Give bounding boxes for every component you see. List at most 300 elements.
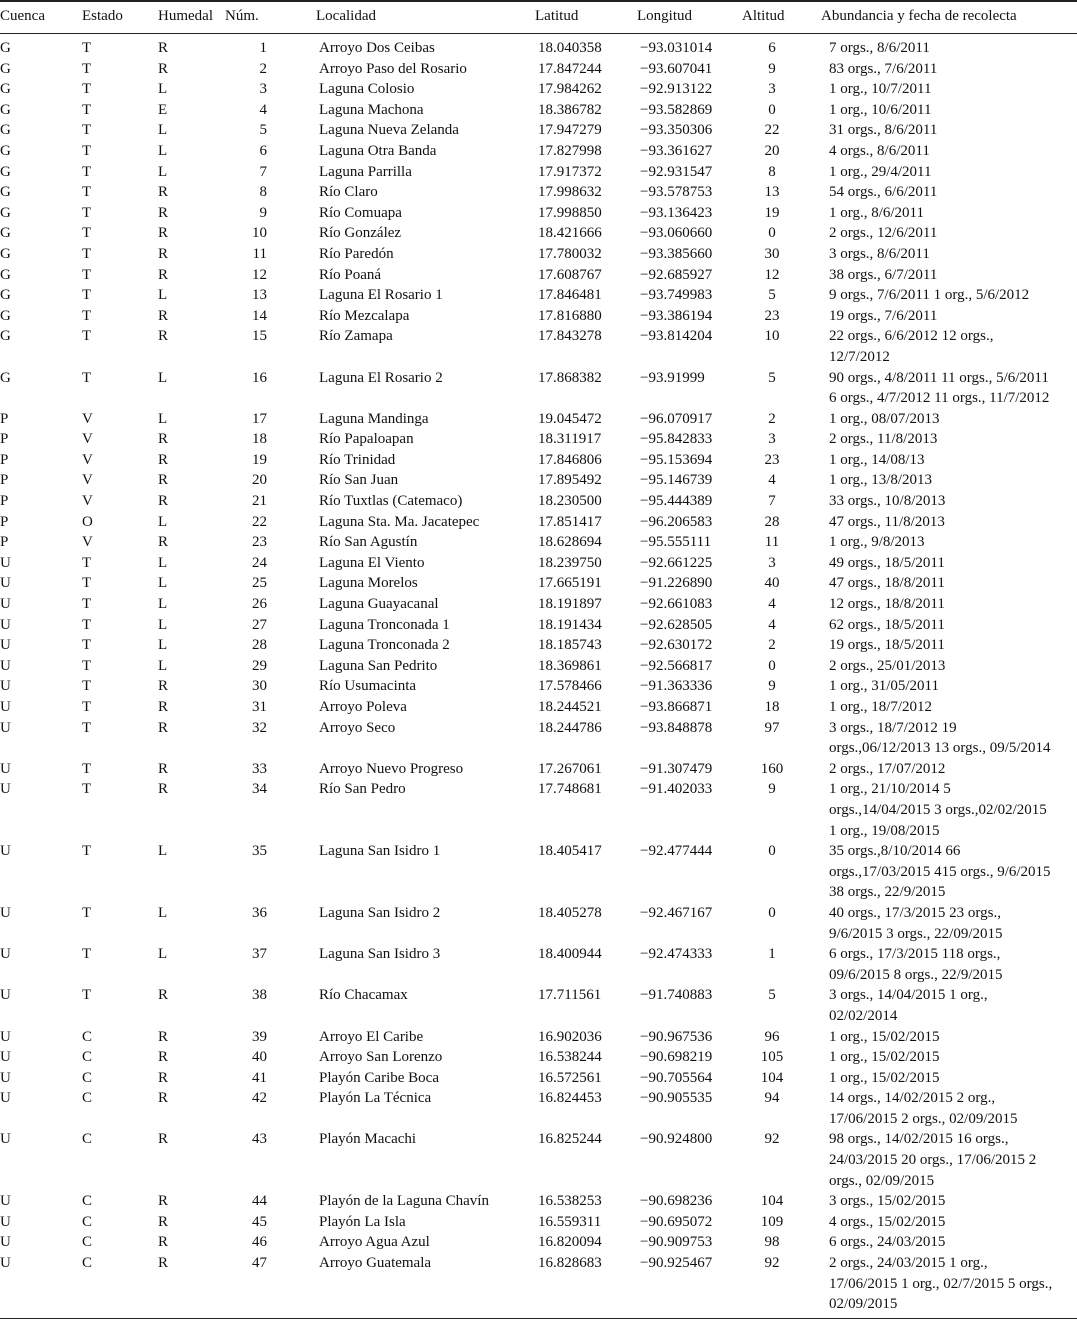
cell-abundancia: [829, 1088, 1076, 1129]
cell-altitud: 4: [768, 596, 776, 613]
cell-latitud: 18.405417: [538, 843, 602, 860]
cell-localidad: Laguna Mandinga: [319, 410, 429, 427]
cell-num: 29: [252, 657, 267, 674]
abundancia-line: 3 orgs., 14/04/2015 1 org.,: [829, 987, 988, 1004]
table-row: [0, 38, 1077, 59]
cell-abundancia: [829, 265, 1076, 286]
header-cuenca: Cuenca: [0, 7, 45, 24]
cell-num: 34: [252, 781, 267, 798]
cell-abundancia: [829, 38, 1076, 59]
abundancia-line: 54 orgs., 6/6/2011: [829, 184, 938, 201]
abundancia-line: 31 orgs., 8/6/2011: [829, 122, 938, 139]
cell-latitud: 17.267061: [538, 760, 602, 777]
cell-estado: T: [82, 575, 92, 592]
cell-longitud: −95.153694: [640, 451, 713, 468]
cell-num: 12: [252, 266, 267, 283]
abundancia-line: 1 org., 13/8/2013: [829, 472, 933, 489]
cell-estado: C: [82, 1193, 93, 1210]
cell-cuenca: U: [0, 1255, 11, 1272]
cell-abundancia: [829, 79, 1076, 100]
cell-latitud: 18.191434: [538, 616, 602, 633]
cell-num: 45: [252, 1213, 267, 1230]
cell-latitud: 17.846481: [538, 287, 602, 304]
table-row: [0, 1212, 1077, 1233]
cell-localidad: Río Comuapa: [319, 204, 402, 221]
cell-estado: T: [82, 781, 92, 798]
cell-cuenca: U: [0, 1069, 11, 1086]
cell-estado: T: [82, 657, 92, 674]
cell-altitud: 10: [764, 328, 780, 345]
cell-cuenca: U: [0, 596, 11, 613]
cell-altitud: 6: [768, 40, 776, 56]
cell-longitud: −90.967536: [640, 1028, 713, 1045]
cell-longitud: −93.136423: [640, 204, 713, 221]
cell-estado: V: [82, 472, 93, 489]
cell-abundancia: [829, 1027, 1076, 1048]
cell-altitud: 109: [760, 1213, 784, 1230]
cell-latitud: 17.711561: [538, 987, 602, 1004]
cell-humedal: R: [158, 451, 169, 468]
abundancia-line: 3 orgs., 15/02/2015: [829, 1193, 946, 1210]
cell-localidad: Laguna Guayacanal: [319, 596, 439, 613]
cell-humedal: R: [158, 307, 169, 324]
cell-longitud: −90.909753: [640, 1234, 713, 1251]
table-row: [0, 1232, 1077, 1253]
abundancia-line: orgs.,17/03/2015 415 orgs., 9/6/2015: [829, 863, 1051, 880]
abundancia-line: orgs.,06/12/2013 13 orgs., 09/5/2014: [829, 740, 1051, 757]
abundancia-line: 62 orgs., 18/5/2011: [829, 616, 945, 633]
cell-humedal: R: [158, 493, 169, 510]
cell-estado: T: [82, 904, 92, 921]
cell-localidad: Laguna San Pedrito: [319, 657, 438, 674]
cell-num: 19: [252, 451, 267, 468]
cell-latitud: 17.947279: [538, 122, 602, 139]
abundancia-line: 1 org., 15/02/2015: [829, 1049, 940, 1066]
cell-humedal: R: [158, 1193, 169, 1210]
abundancia-line: 3 orgs., 8/6/2011: [829, 245, 930, 262]
cell-altitud: 5: [768, 987, 776, 1004]
cell-latitud: 17.843278: [538, 328, 602, 345]
cell-cuenca: U: [0, 1234, 11, 1251]
cell-longitud: −92.474333: [640, 946, 713, 963]
cell-estado: V: [82, 431, 93, 448]
cell-altitud: 23: [764, 451, 780, 468]
cell-cuenca: G: [0, 307, 11, 324]
cell-estado: T: [82, 122, 92, 139]
abundancia-line: 9/6/2015 3 orgs., 22/09/2015: [829, 925, 1003, 942]
cell-localidad: Laguna El Rosario 1: [319, 287, 443, 304]
cell-estado: O: [82, 513, 93, 530]
cell-longitud: −92.467167: [640, 904, 713, 921]
cell-humedal: R: [158, 1028, 169, 1045]
table-row: [0, 450, 1077, 471]
cell-longitud: −90.698236: [640, 1193, 713, 1210]
cell-estado: C: [82, 1090, 93, 1107]
cell-estado: T: [82, 946, 92, 963]
cell-latitud: 18.311917: [538, 431, 602, 448]
abundancia-line: 47 orgs., 18/8/2011: [829, 575, 945, 592]
abundancia-line: 49 orgs., 18/5/2011: [829, 554, 945, 571]
cell-cuenca: G: [0, 225, 11, 242]
cell-humedal: L: [158, 637, 168, 654]
cell-num: 16: [252, 369, 267, 386]
abundancia-line: 02/09/2015: [829, 1296, 898, 1313]
cell-num: 20: [252, 472, 267, 489]
table-row: [0, 1191, 1077, 1212]
cell-num: 11: [252, 245, 267, 262]
abundancia-line: 19 orgs., 18/5/2011: [829, 637, 945, 654]
cell-longitud: −91.307479: [640, 760, 713, 777]
cell-humedal: R: [158, 1049, 169, 1066]
cell-localidad: Río Mezcalapa: [319, 307, 410, 324]
cell-abundancia: [829, 162, 1076, 183]
cell-localidad: Río Paredón: [319, 245, 394, 262]
cell-humedal: R: [158, 225, 169, 242]
cell-altitud: 98: [764, 1234, 780, 1251]
cell-cuenca: G: [0, 287, 11, 304]
abundancia-line: 17/06/2015 2 orgs., 02/09/2015: [829, 1110, 1018, 1127]
cell-num: 33: [252, 760, 267, 777]
table-row: [0, 306, 1077, 327]
cell-humedal: R: [158, 699, 169, 715]
cell-estado: T: [82, 40, 92, 56]
cell-longitud: −93.350306: [640, 122, 713, 139]
cell-localidad: Playón Caribe Boca: [319, 1069, 439, 1086]
table-row: [0, 162, 1077, 183]
cell-cuenca: G: [0, 122, 11, 139]
cell-altitud: 22: [764, 122, 780, 139]
table-row: [0, 944, 1077, 985]
cell-longitud: −93.814204: [640, 328, 713, 345]
table-row: [0, 59, 1077, 80]
cell-estado: T: [82, 184, 92, 201]
cell-localidad: Laguna Sta. Ma. Jacatepec: [319, 513, 480, 530]
cell-localidad: Playón de la Laguna Chavín: [319, 1193, 489, 1210]
cell-altitud: 19: [764, 204, 780, 221]
cell-abundancia: [829, 1191, 1076, 1212]
cell-longitud: −95.146739: [640, 472, 713, 489]
cell-cuenca: P: [0, 472, 9, 489]
cell-altitud: 13: [764, 184, 780, 201]
cell-localidad: Laguna Tronconada 1: [319, 616, 450, 633]
cell-longitud: −92.566817: [640, 657, 713, 674]
abundancia-line: 1 org., 10/7/2011: [829, 81, 932, 98]
cell-cuenca: U: [0, 904, 11, 921]
cell-cuenca: U: [0, 1090, 11, 1107]
cell-abundancia: [829, 182, 1076, 203]
table-row: [0, 368, 1077, 409]
cell-cuenca: U: [0, 760, 11, 777]
cell-cuenca: U: [0, 719, 11, 736]
cell-cuenca: G: [0, 266, 11, 283]
cell-altitud: 9: [768, 781, 776, 798]
cell-estado: T: [82, 616, 92, 633]
cell-localidad: Río San Pedro: [319, 781, 406, 798]
cell-altitud: 11: [764, 534, 780, 551]
cell-latitud: 18.244786: [538, 719, 602, 736]
cell-humedal: R: [158, 245, 169, 262]
cell-estado: T: [82, 678, 92, 695]
cell-abundancia: [829, 450, 1076, 471]
table-row: [0, 470, 1077, 491]
cell-humedal: L: [158, 843, 168, 860]
cell-abundancia: [829, 512, 1076, 533]
cell-localidad: Arroyo Dos Ceibas: [319, 40, 435, 56]
cell-altitud: 94: [764, 1090, 780, 1107]
cell-altitud: 40: [764, 575, 780, 592]
cell-num: 37: [252, 946, 267, 963]
cell-humedal: L: [158, 904, 168, 921]
cell-abundancia: [829, 120, 1076, 141]
abundancia-line: orgs.,14/04/2015 3 orgs.,02/02/2015: [829, 801, 1047, 818]
cell-num: 3: [259, 81, 267, 98]
cell-longitud: −93.578753: [640, 184, 713, 201]
cell-abundancia: [829, 944, 1076, 985]
cell-abundancia: [829, 244, 1076, 265]
table-row: [0, 244, 1077, 265]
cell-abundancia: [829, 203, 1076, 224]
cell-humedal: R: [158, 719, 169, 736]
abundancia-line: 4 orgs., 8/6/2011: [829, 142, 930, 159]
cell-cuenca: G: [0, 369, 11, 386]
cell-cuenca: P: [0, 410, 9, 427]
cell-num: 21: [252, 493, 267, 510]
cell-num: 23: [252, 534, 267, 551]
abundancia-line: 3 orgs., 18/7/2012 19: [829, 719, 957, 736]
cell-altitud: 9: [768, 60, 776, 77]
cell-num: 17: [252, 410, 267, 427]
abundancia-line: 4 orgs., 15/02/2015: [829, 1213, 946, 1230]
abundancia-line: 6 orgs., 17/3/2015 118 orgs.,: [829, 946, 1001, 963]
table-row: [0, 615, 1077, 636]
cell-num: 40: [252, 1049, 267, 1066]
cell-cuenca: G: [0, 245, 11, 262]
cell-estado: T: [82, 699, 92, 715]
cell-humedal: R: [158, 1069, 169, 1086]
cell-cuenca: U: [0, 637, 11, 654]
cell-longitud: −93.848878: [640, 719, 713, 736]
cell-longitud: −96.206583: [640, 513, 713, 530]
cell-abundancia: [829, 553, 1076, 574]
cell-humedal: R: [158, 1213, 169, 1230]
cell-humedal: L: [158, 410, 168, 427]
cell-altitud: 2: [768, 637, 776, 654]
cell-estado: C: [82, 1049, 93, 1066]
cell-latitud: 17.846806: [538, 451, 602, 468]
cell-cuenca: P: [0, 431, 9, 448]
cell-num: 2: [259, 60, 267, 77]
table-row: [0, 573, 1077, 594]
cell-num: 47: [252, 1255, 267, 1272]
cell-localidad: Playón La Isla: [319, 1213, 406, 1230]
cell-latitud: 18.405278: [538, 904, 602, 921]
cell-num: 44: [252, 1193, 267, 1210]
abundancia-line: 1 org., 8/6/2011: [829, 204, 925, 221]
cell-num: 24: [252, 554, 267, 571]
table-row: [0, 779, 1077, 841]
cell-latitud: 16.828683: [538, 1255, 602, 1272]
abundancia-line: 1 org., 9/8/2013: [829, 534, 925, 551]
cell-localidad: Laguna Tronconada 2: [319, 637, 450, 654]
cell-longitud: −93.91999: [640, 369, 705, 386]
cell-num: 35: [252, 843, 267, 860]
table-row: [0, 841, 1077, 903]
cell-longitud: −92.628505: [640, 616, 713, 633]
cell-estado: V: [82, 451, 93, 468]
abundancia-line: 1 org., 10/6/2011: [829, 101, 932, 118]
cell-longitud: −93.749983: [640, 287, 713, 304]
cell-cuenca: G: [0, 81, 11, 98]
cell-latitud: 19.045472: [538, 410, 602, 427]
cell-cuenca: G: [0, 40, 11, 56]
table-row: [0, 656, 1077, 677]
cell-altitud: 9: [768, 678, 776, 695]
cell-localidad: Playón Macachi: [319, 1131, 417, 1148]
cell-localidad: Arroyo Nuevo Progreso: [319, 760, 464, 777]
cell-cuenca: G: [0, 60, 11, 77]
cell-altitud: 0: [768, 657, 776, 674]
abundancia-line: 19 orgs., 7/6/2011: [829, 307, 938, 324]
cell-localidad: Arroyo Seco: [319, 719, 396, 736]
cell-localidad: Río Poaná: [319, 266, 382, 283]
table-row: [0, 676, 1077, 697]
cell-latitud: 18.421666: [538, 225, 602, 242]
cell-longitud: −92.661225: [640, 554, 713, 571]
cell-abundancia: [829, 285, 1076, 306]
cell-localidad: Río San Agustín: [319, 534, 418, 551]
cell-abundancia: [829, 759, 1076, 780]
cell-altitud: 8: [768, 163, 776, 180]
abundancia-line: 38 orgs., 6/7/2011: [829, 266, 938, 283]
cell-longitud: −91.740883: [640, 987, 713, 1004]
cell-estado: T: [82, 101, 92, 118]
table-row: [0, 635, 1077, 656]
cell-altitud: 4: [768, 472, 776, 489]
abundancia-line: 2 orgs., 24/03/2015 1 org.,: [829, 1255, 988, 1272]
header-estado: Estado: [82, 7, 123, 24]
cell-cuenca: U: [0, 1131, 11, 1148]
cell-altitud: 4: [768, 616, 776, 633]
cell-cuenca: G: [0, 328, 11, 345]
abundancia-line: 2 orgs., 25/01/2013: [829, 657, 946, 674]
abundancia-line: 17/06/2015 1 org., 02/7/2015 5 orgs.,: [829, 1275, 1053, 1292]
cell-longitud: −90.695072: [640, 1213, 713, 1230]
cell-humedal: L: [158, 369, 168, 386]
cell-estado: T: [82, 163, 92, 180]
abundancia-line: 1 org., 21/10/2014 5: [829, 781, 951, 798]
abundancia-line: 35 orgs.,8/10/2014 66: [829, 843, 961, 860]
cell-estado: T: [82, 204, 92, 221]
cell-altitud: 104: [760, 1069, 784, 1086]
abundancia-line: 02/02/2014: [829, 1007, 898, 1024]
cell-estado: C: [82, 1213, 93, 1230]
cell-abundancia: [829, 718, 1076, 759]
cell-estado: C: [82, 1028, 93, 1045]
cell-estado: V: [82, 534, 93, 551]
cell-cuenca: G: [0, 184, 11, 201]
table-row: [0, 203, 1077, 224]
cell-estado: C: [82, 1069, 93, 1086]
cell-cuenca: U: [0, 1028, 11, 1045]
cell-altitud: 96: [764, 1028, 780, 1045]
table-row: [0, 100, 1077, 121]
cell-num: 31: [252, 699, 267, 715]
abundancia-line: 1 org., 19/08/2015: [829, 822, 940, 839]
cell-cuenca: U: [0, 843, 11, 860]
cell-estado: T: [82, 719, 92, 736]
cell-cuenca: U: [0, 1049, 11, 1066]
abundancia-line: 14 orgs., 14/02/2015 2 org.,: [829, 1090, 996, 1107]
cell-latitud: 18.230500: [538, 493, 602, 510]
cell-localidad: Laguna Machona: [319, 101, 424, 118]
table-header: [0, 2, 1077, 33]
cell-humedal: R: [158, 1234, 169, 1251]
cell-abundancia: [829, 223, 1076, 244]
cell-num: 38: [252, 987, 267, 1004]
cell-estado: T: [82, 266, 92, 283]
cell-num: 9: [259, 204, 267, 221]
cell-num: 43: [252, 1131, 267, 1148]
abundancia-line: orgs., 02/09/2015: [829, 1172, 935, 1189]
cell-longitud: −92.685927: [640, 266, 713, 283]
cell-latitud: 18.191897: [538, 596, 602, 613]
table-row: [0, 120, 1077, 141]
cell-humedal: L: [158, 657, 168, 674]
cell-latitud: 17.998632: [538, 184, 602, 201]
abundancia-line: 6 orgs., 4/7/2012 11 orgs., 11/7/2012: [829, 390, 1050, 407]
cell-abundancia: [829, 409, 1076, 430]
cell-abundancia: [829, 532, 1076, 553]
abundancia-line: 90 orgs., 4/8/2011 11 orgs., 5/6/2011: [829, 369, 1049, 386]
cell-humedal: L: [158, 575, 168, 592]
cell-humedal: R: [158, 1255, 169, 1272]
cell-altitud: 20: [764, 142, 780, 159]
cell-abundancia: [829, 903, 1076, 944]
cell-localidad: Laguna El Viento: [319, 554, 425, 571]
cell-localidad: Río Tuxtlas (Catemaco): [319, 493, 463, 510]
cell-localidad: Playón La Técnica: [319, 1090, 432, 1107]
cell-humedal: L: [158, 81, 168, 98]
cell-altitud: 0: [768, 101, 776, 118]
table-row: [0, 182, 1077, 203]
abundancia-line: 1 org., 18/7/2012: [829, 699, 933, 715]
table-row: [0, 594, 1077, 615]
cell-num: 4: [259, 101, 267, 118]
cell-estado: C: [82, 1234, 93, 1251]
cell-abundancia: [829, 59, 1076, 80]
cell-latitud: 16.902036: [538, 1028, 602, 1045]
cell-abundancia: [829, 1047, 1076, 1068]
cell-humedal: R: [158, 534, 169, 551]
cell-humedal: L: [158, 122, 168, 139]
cell-altitud: 160: [760, 760, 784, 777]
cell-abundancia: [829, 635, 1076, 656]
cell-cuenca: U: [0, 678, 11, 695]
table-row: [0, 985, 1077, 1026]
cell-latitud: 17.847244: [538, 60, 602, 77]
cell-longitud: −91.402033: [640, 781, 713, 798]
cell-longitud: −95.842833: [640, 431, 713, 448]
cell-longitud: −92.477444: [640, 843, 713, 860]
cell-cuenca: G: [0, 142, 11, 159]
cell-longitud: −96.070917: [640, 410, 713, 427]
cell-localidad: Arroyo Poleva: [319, 699, 407, 715]
cell-cuenca: P: [0, 451, 9, 468]
cell-estado: V: [82, 410, 93, 427]
table-row: [0, 1027, 1077, 1048]
cell-humedal: R: [158, 781, 169, 798]
cell-cuenca: U: [0, 781, 11, 798]
